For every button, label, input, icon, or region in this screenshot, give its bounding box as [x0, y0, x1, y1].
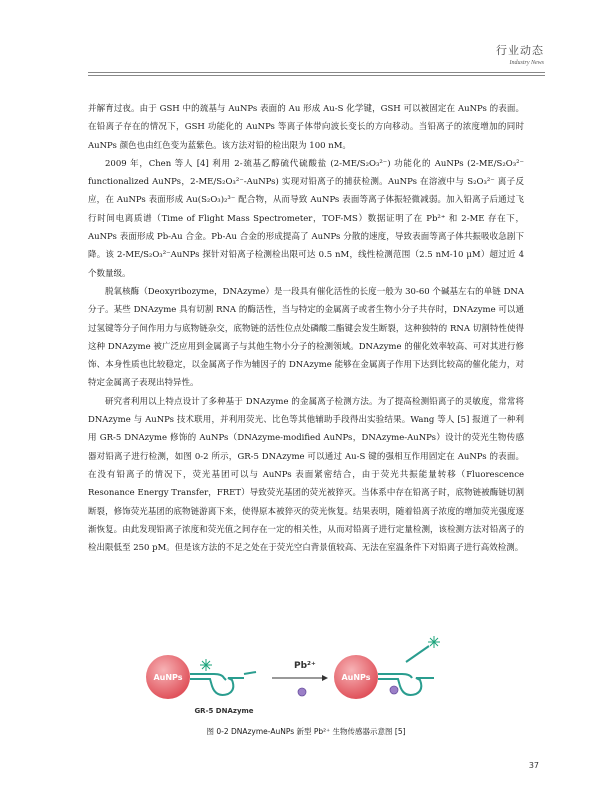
lead-ion-icon — [298, 688, 306, 696]
header-subtitle: Industry News — [509, 60, 544, 66]
quenched-dye-icon — [200, 659, 212, 671]
schematic-drawing — [144, 634, 464, 718]
paragraph: 脱氧核酶（Deoxyribozyme，DNAzyme）是一段具有催化活性的长度一般为 30-60 个碱基左右的单链 DNA 分子。某些 DNAzyme 具有切割 RNA 的酶活性，当与特定的金属离子或者生物小分子共存时，DNAzyme 可以通过氢键等分子间作用力与底物链杂交，底物链的活性位点处磷酸二酯键会发生断裂，这种独特的 RNA 切割特性使得这种 DNAzyme 被广泛应用到金属离子与其他生物小分子的检测领域。DNAzyme 的催化效率较高、可对其进行修饰、本身性质也比较稳定，以金属离子作为辅因子的 DNAzyme 能够在金属离子作用下达到比较高的催化能力，对特定金属离子表现出特异性。 — [88, 286, 524, 389]
fluorescent-dye-icon — [428, 636, 440, 648]
right-particle-label: AuNPs — [341, 673, 371, 682]
paragraph: 研究者利用以上特点设计了多种基于 DNAzyme 的金属离子检测方法。为了提高检测铅离子的灵敏度，常常将 DNAzyme 与 AuNPs 技术联用，并利用荧光、比色等其他辅助手段得出实验结果。Wang 等人 [5] 报道了一种利用 GR-5 DNAzyme 修饰的 AuNPs（DNAzyme-modified AuNPs，DNAzyme-AuNPs）设计的荧光生物传感器对铅离子进行检测，如图 0-2 所示，GR-5 DNAzyme 可以通过 Au-S 键的强相互作用固定在 AuNPs 的表面。在没有铅离子的情况下，荧光基团可以与 AuNPs 表面紧密结合，由于荧光共振能量转移（Fluorescence Resonance Energy Transfer，FRET）导致荧光基团的荧光被猝灭。当体系中存在铅离子时，底物链被酶链切割断裂，修饰荧光基团的底物链游离下来，使得原本被猝灭的荧光恢复。结果表明，随着铅离子浓度的增加荧光强度逐渐恢复。由此发现铅离子浓度和荧光值之间存在一定的相关性，从而对铅离子进行定量检测，该检测方法对铅离子的检出限低至 250 pM。但是该方法的不足之处在于荧光空白背景值较高、无法在室温条件下对铅离子进行高效检测。 — [88, 396, 524, 554]
arrow-head-icon — [322, 675, 328, 681]
left-particle-label: AuNPs — [153, 673, 183, 682]
bound-lead-ion-icon — [390, 686, 398, 694]
left-dna-strands — [190, 672, 256, 695]
paragraph: 2009 年，Chen 等人 [4] 利用 2-巯基乙醇硫代硫酸盐 (2-ME/S₂O₃²⁻) 功能化的 AuNPs (2-ME/S₂O₃²⁻ functionalized AuNPs，2-ME/S₂O₃²⁻-AuNPs) 实现对铅离子的捕获检测。AuNPs 在溶液中与 S₂O₃²⁻ 离子反应，在 AuNPs 表面形成 Au(S₂O₃)₂³⁻ 配合物，从而导致 AuNPs 表面等离子体振轻微减弱。加入铅离子后通过飞行时间电离质谱（Time of Flight Mass Spectrometer，TOF-MS）数据证明了在 Pb²⁺ 和 2-ME 存在下，AuNPs 表面形成 Pb-Au 合金。Pb-Au 合金的形成提高了 AuNPs 分散的速度，导致表面等离子体共振吸收急剧下降。该 2-ME/S₂O₃²⁻AuNPs 探针对铅离子检测检出限可达 0.5 nM，线性检测范围（2.5 nM-10 μM）超过近 4 个数量级。 — [88, 158, 524, 279]
header-title: 行业动态 — [496, 44, 544, 57]
page-number: 37 — [528, 761, 539, 770]
sensor-schematic-figure — [144, 634, 464, 718]
running-header — [496, 42, 544, 66]
header-rule — [88, 72, 545, 73]
dnazyme-label: GR-5 DNAzyme — [194, 707, 254, 715]
article-body — [88, 100, 524, 557]
released-substrate-strand — [406, 646, 429, 662]
paragraph: 并解育过夜。由于 GSH 中的巯基与 AuNPs 表面的 Au 形成 Au-S 化学键，GSH 可以被固定在 AuNPs 的表面。在铅离子存在的情况下，GSH 功能化的 AuNPs 等离子体带向波长变长的方向移动。当铅离子的浓度增加的同时 AuNPs 颜色也由红色变为蓝紫色。该方法对铅的检出限为 100 nM。 — [88, 104, 524, 151]
figure-caption: 图 0-2 DNAzyme-AuNPs 新型 Pb²⁺ 生物传感器示意图 [5] — [206, 727, 406, 736]
lead-ion-label: Pb²⁺ — [294, 661, 316, 671]
header-rule-thin — [88, 75, 545, 76]
right-dna-strands — [378, 674, 434, 695]
